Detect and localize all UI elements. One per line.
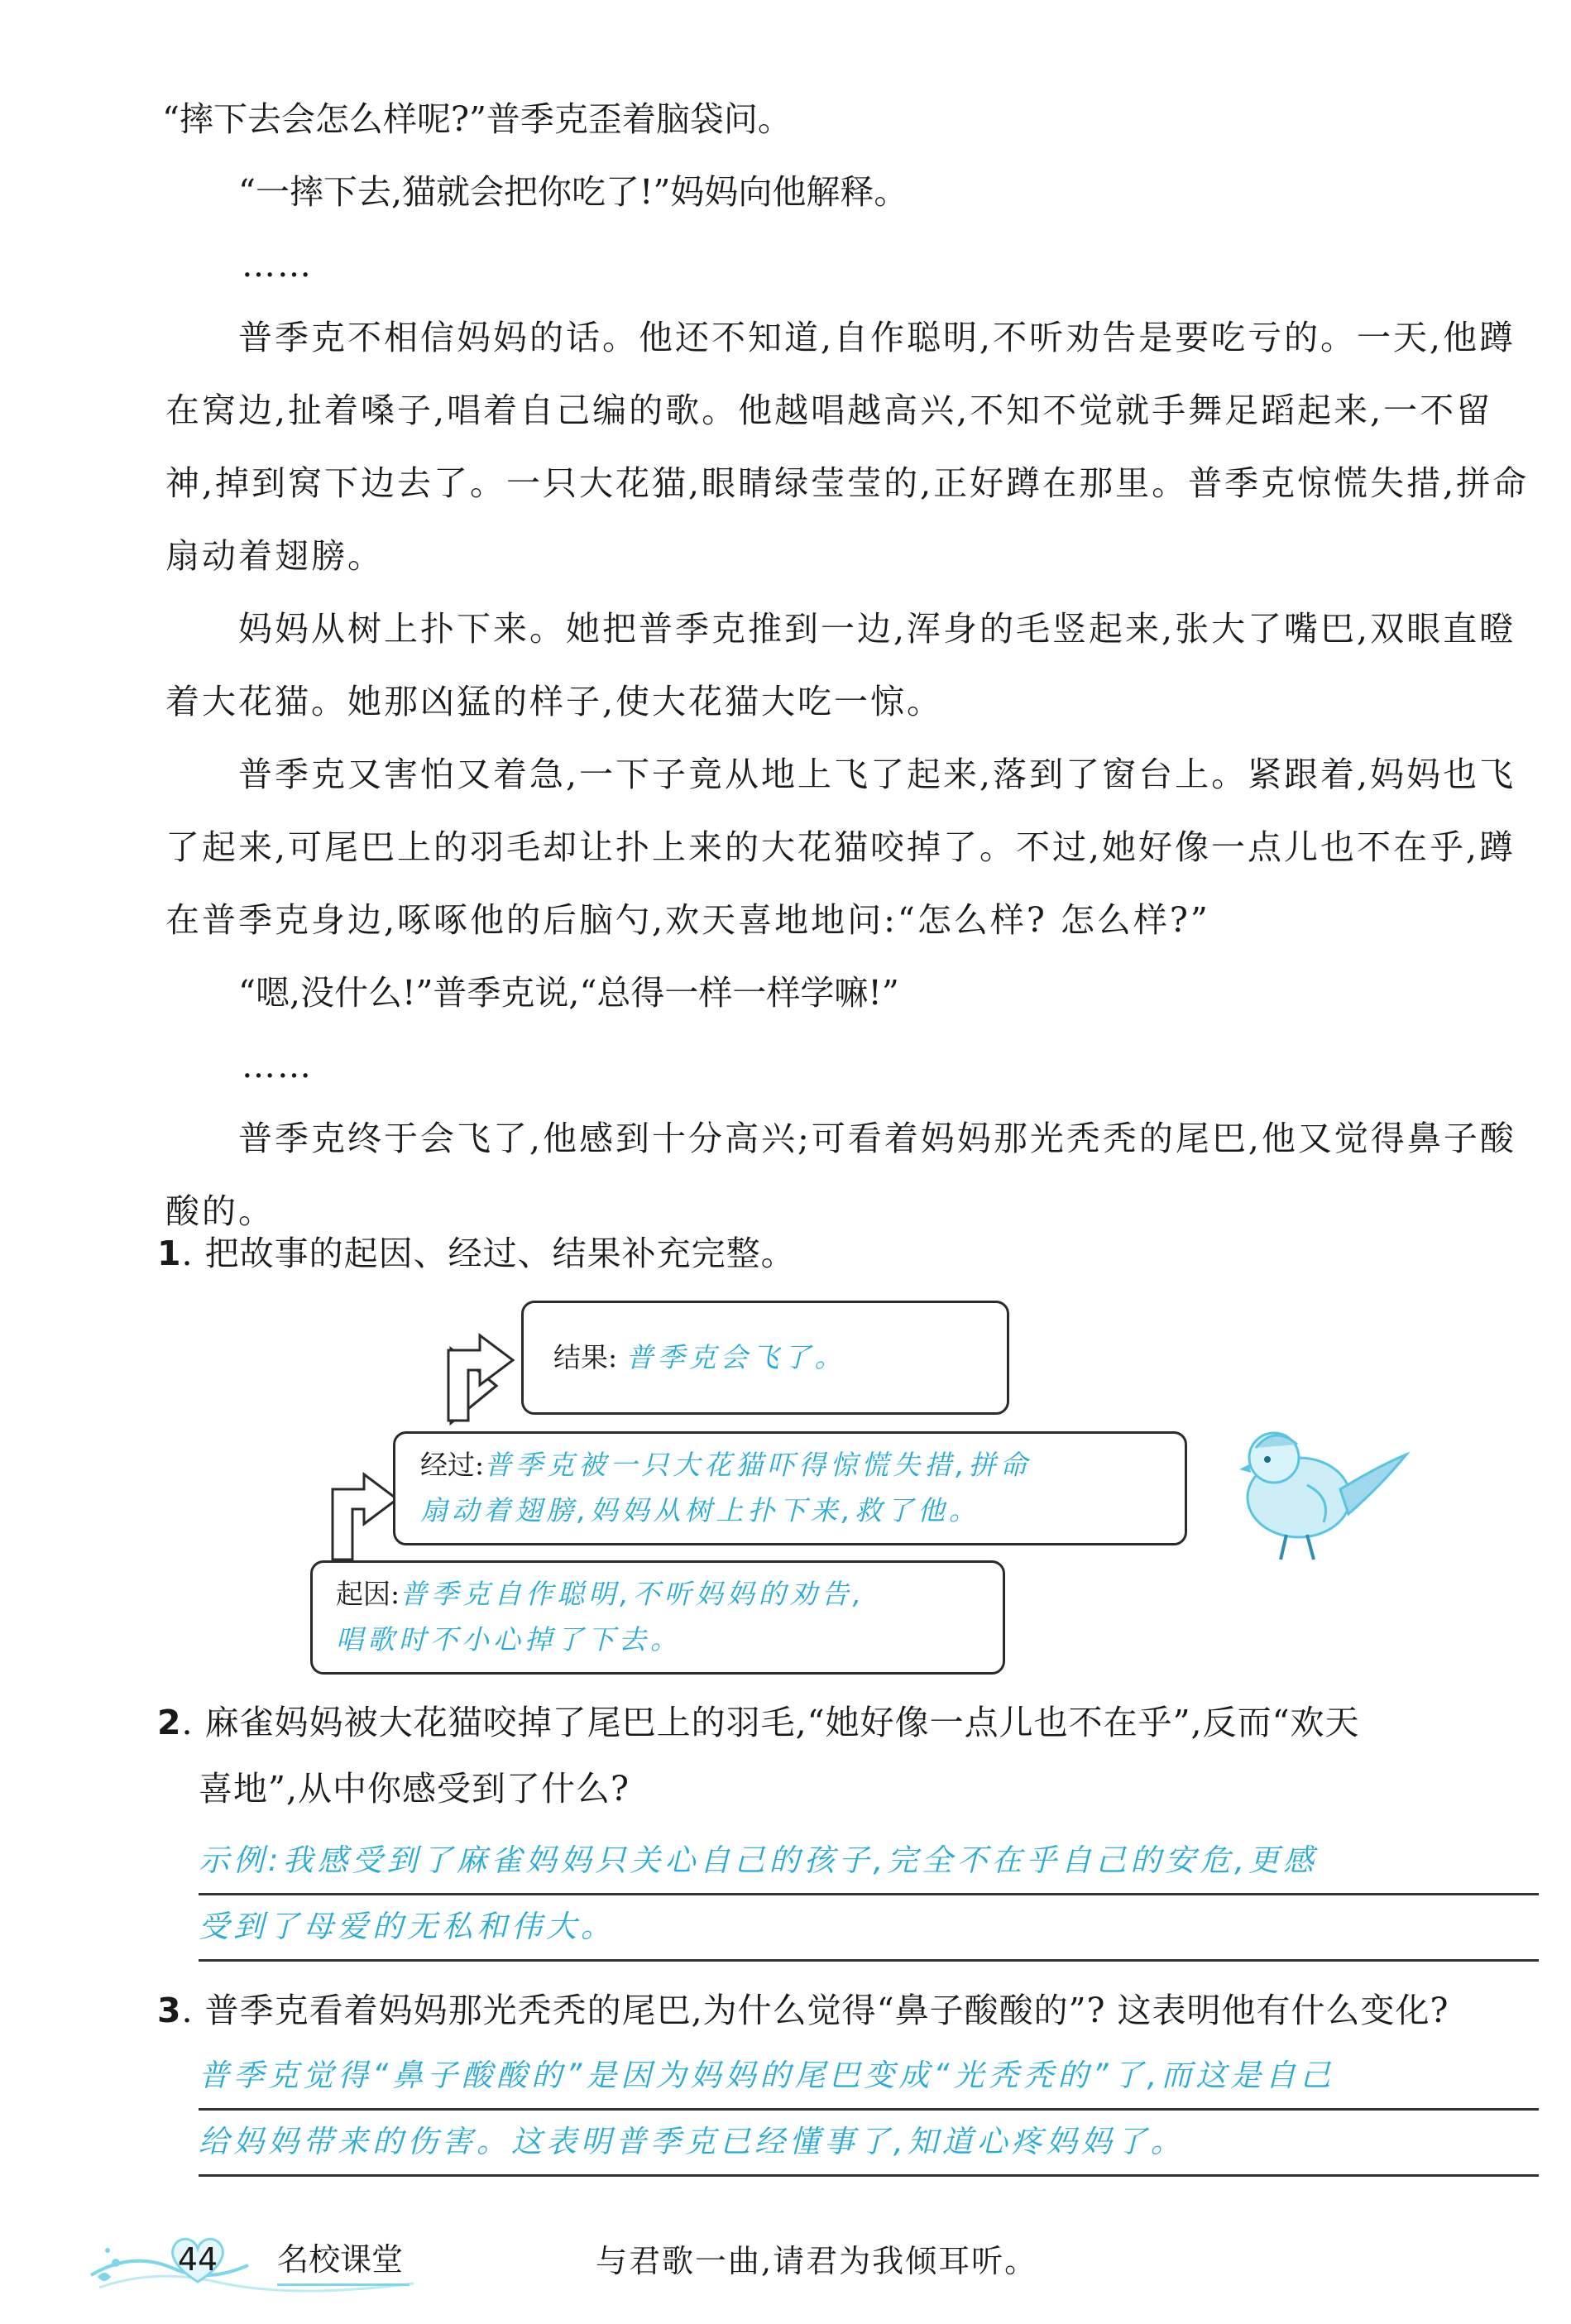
- result-label: 结果:: [553, 1341, 618, 1373]
- arrow-to-result-icon: [430, 1317, 529, 1425]
- page-number: 44: [177, 2241, 218, 2278]
- story-paragraph: 普季克又害怕又着急,一下子竟从地上飞了起来,落到了窗台上。紧跟着,妈妈也飞了起来,可尾巴上的羽毛却让扑上来的大花猫咬掉了。不过,她好像一点儿也不在乎,蹲在普季克身边,啄啄他的后脑勺,欢天喜地地问:“怎么样? 怎么样?”: [165, 755, 1516, 940]
- question-number: 3: [157, 1991, 182, 2030]
- process-answer: 扇动着翅膀,妈妈从树上扑下来,救了他。: [420, 1494, 980, 1526]
- story-paragraph: 普季克终于会飞了,他感到十分高兴;可看着妈妈那光秃秃的尾巴,他又觉得鼻子酸酸的。: [165, 1119, 1516, 1231]
- result-box: [521, 1301, 1009, 1415]
- answer-line: 给妈妈带来的伤害。这表明普季克已经懂事了,知道心疼妈妈了。: [199, 2110, 1539, 2177]
- question-text: . 把故事的起因、经过、结果补充完整。: [181, 1234, 796, 1273]
- story-line: “一摔下去,猫就会把你吃了!”妈妈向他解释。: [238, 172, 908, 212]
- question-number: 1: [157, 1234, 182, 1273]
- question-text: . 麻雀妈妈被大花猫咬掉了尾巴上的羽毛,“她好像一点儿也不在乎”,反而“欢天: [181, 1703, 1360, 1742]
- answer-line: 受到了母爱的无私和伟大。: [199, 1895, 1539, 1962]
- question-2: [157, 1689, 1539, 1822]
- process-answer: 普季克被一只大花猫吓得惊慌失措,拼命: [484, 1449, 1032, 1481]
- story-line: “嗯,没什么!”普季克说,“总得一样一样学嘛!”: [238, 973, 899, 1013]
- ellipsis: ……: [242, 1046, 313, 1085]
- question-text: . 普季克看着妈妈那光秃秃的尾巴,为什么觉得“鼻子酸酸的”? 这表明他有什么变化?: [181, 1991, 1449, 2030]
- question-text: 喜地”,从中你感受到了什么?: [199, 1769, 630, 1809]
- story-text: [162, 83, 1539, 1248]
- brand-name: 名校课堂: [277, 2241, 404, 2278]
- result-answer: 普季克会飞了。: [625, 1341, 846, 1373]
- page-footer: [0, 2217, 1571, 2300]
- story-line: “摔下去会怎么样呢?”普季克歪着脑袋问。: [162, 99, 792, 139]
- question-number: 2: [157, 1703, 182, 1742]
- story-paragraph: 妈妈从树上扑下来。她把普季克推到一边,浑身的毛竖起来,张大了嘴巴,双眼直瞪着大花猫。她那凶猛的样子,使大花猫大吃一惊。: [165, 609, 1516, 721]
- cause-label: 起因:: [336, 1578, 400, 1610]
- cause-answer: 唱歌时不小心掉了下去。: [336, 1623, 682, 1656]
- footer-motto: 与君歌一曲,请君为我倾耳听。: [596, 2243, 1038, 2279]
- answer-line: 示例:我感受到了麻雀妈妈只关心自己的孩子,完全不在乎自己的安危,更感: [199, 1828, 1539, 1895]
- answer-line: 普季克觉得“鼻子酸酸的”是因为妈妈的尾巴变成“光秃秃的”了,而这是自己: [199, 2044, 1539, 2111]
- cause-answer: 普季克自作聪明,不听妈妈的劝告,: [400, 1578, 866, 1610]
- cause-box: [310, 1560, 1005, 1675]
- process-label: 经过:: [420, 1449, 485, 1481]
- brand-underline: [277, 2283, 410, 2286]
- question-1: [157, 1220, 1539, 1287]
- ellipsis: ……: [242, 245, 313, 285]
- process-box: [393, 1431, 1187, 1545]
- question-3: [157, 1977, 1539, 2044]
- story-paragraph: 普季克不相信妈妈的话。他还不知道,自作聪明,不听劝告是要吃亏的。一天,他蹲在窝边,扯着嗓子,唱着自己编的歌。他越唱越高兴,不知不觉就手舞足蹈起来,一不留神,掉到窝下边去了。一只大花猫,眼睛绿莹莹的,正好蹲在那里。普季克惊慌失措,拼命扇动着翅膀。: [165, 318, 1530, 576]
- sparrow-illustration-icon: [1216, 1406, 1415, 1572]
